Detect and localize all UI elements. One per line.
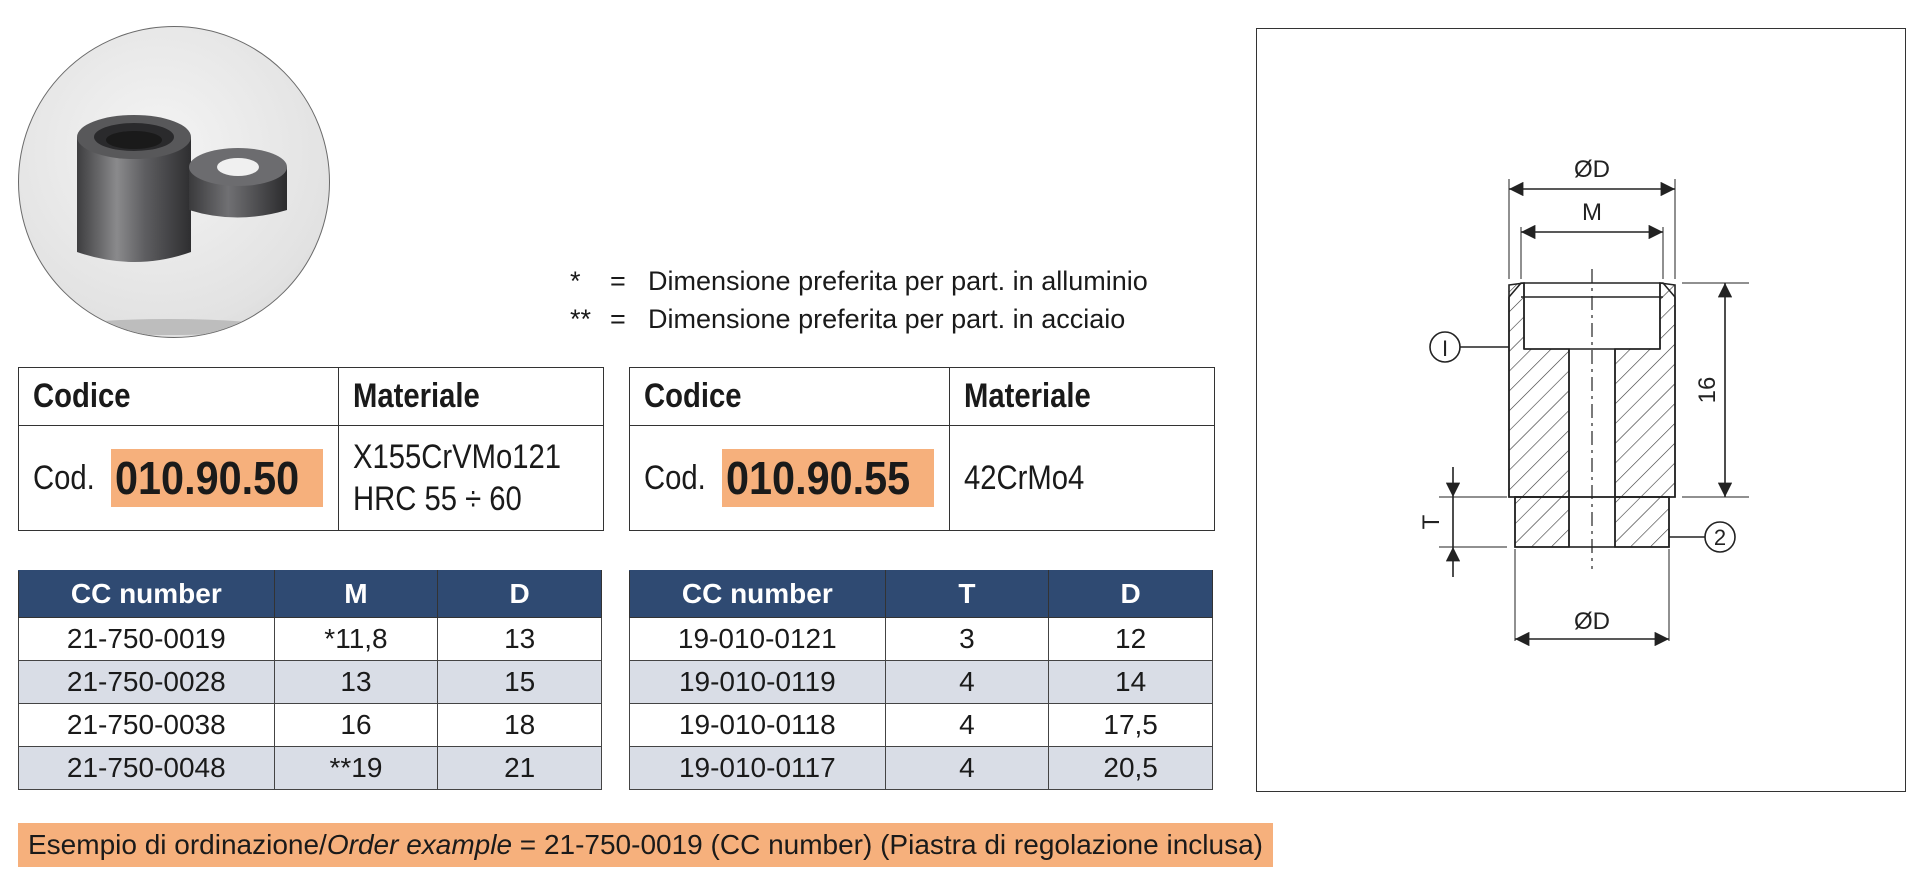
table-cell: 16	[274, 704, 438, 747]
material-cell	[339, 426, 603, 530]
table-cell: 13	[438, 618, 602, 661]
technical-drawing	[1256, 28, 1906, 792]
code-cell	[19, 426, 339, 530]
bottom-diameter-label: ØD	[1574, 608, 1610, 635]
table-cell: 21-750-0019	[19, 618, 275, 661]
table-row	[19, 747, 602, 790]
column-header: M	[274, 571, 438, 618]
table-cell: 19-010-0119	[630, 661, 886, 704]
table-cell: 21-750-0028	[19, 661, 275, 704]
table-cell: **19	[274, 747, 438, 790]
table-cell: 12	[1049, 618, 1213, 661]
table-cell: 4	[885, 661, 1049, 704]
legend-row	[570, 262, 1148, 300]
table-row	[630, 747, 1213, 790]
cc-table-1	[18, 570, 602, 790]
legend-row	[570, 300, 1148, 338]
t-dimension-label: T	[1418, 514, 1445, 530]
cod-prefix: Cod.	[644, 458, 706, 497]
code-number: 010.90.50	[111, 449, 324, 507]
code-box-1	[18, 367, 604, 531]
height-dimension-label: 16	[1694, 376, 1721, 404]
code-cell	[630, 426, 950, 530]
table-cell: 4	[885, 747, 1049, 790]
code-box-2	[629, 367, 1215, 531]
table-row	[19, 661, 602, 704]
column-header: CC number	[19, 571, 275, 618]
table-cell: 4	[885, 704, 1049, 747]
table-cell: 21-750-0038	[19, 704, 275, 747]
table-cell: 19-010-0121	[630, 618, 886, 661]
table-cell: 19-010-0118	[630, 704, 886, 747]
product-photo	[18, 26, 330, 338]
material-header: Materiale	[339, 368, 603, 426]
order-example	[18, 823, 1273, 867]
table-row	[19, 618, 602, 661]
table-cell: 20,5	[1049, 747, 1213, 790]
code-number: 010.90.55	[722, 449, 935, 507]
table-row	[630, 661, 1213, 704]
table-header-row	[19, 571, 602, 618]
order-suffix: = 21-750-0019 (CC number) (Piastra di regolazione inclusa)	[512, 829, 1263, 860]
material-line: HRC 55 ÷ 60	[353, 480, 522, 518]
cc-table-2	[629, 570, 1213, 790]
table-header-row	[630, 571, 1213, 618]
table-cell: 14	[1049, 661, 1213, 704]
material-line: 42CrMo4	[964, 459, 1085, 497]
table-row	[19, 704, 602, 747]
table-cell: 13	[274, 661, 438, 704]
m-dimension-label: M	[1582, 199, 1602, 226]
column-header: CC number	[630, 571, 886, 618]
material-cell	[950, 426, 1214, 530]
table-cell: 21-750-0048	[19, 747, 275, 790]
table-row	[630, 618, 1213, 661]
legend-text: Dimensione preferita per part. in alluminio	[648, 266, 1148, 296]
material-line: X155CrVMo121	[353, 438, 562, 476]
code-header: Codice	[19, 368, 339, 426]
order-italic: Order example	[326, 829, 513, 860]
column-header: T	[885, 571, 1049, 618]
legend-symbol: **	[570, 304, 592, 334]
material-header: Materiale	[950, 368, 1214, 426]
marker-1-label: I	[1441, 336, 1449, 361]
legend-text: Dimensione preferita per part. in acciaio	[648, 304, 1126, 334]
code-header: Codice	[630, 368, 950, 426]
column-header: D	[438, 571, 602, 618]
marker-2-label: 2	[1713, 525, 1727, 550]
table-cell: 3	[885, 618, 1049, 661]
top-diameter-label: ØD	[1574, 156, 1610, 183]
legend-symbol: *	[570, 266, 581, 296]
table-cell: 19-010-0117	[630, 747, 886, 790]
column-header: D	[1049, 571, 1213, 618]
order-prefix: Esempio di ordinazione/	[28, 829, 327, 860]
table-row	[630, 704, 1213, 747]
legend	[570, 262, 1148, 338]
table-cell: 17,5	[1049, 704, 1213, 747]
table-cell: 21	[438, 747, 602, 790]
cod-prefix: Cod.	[33, 458, 95, 497]
table-cell: 18	[438, 704, 602, 747]
table-cell: *11,8	[274, 618, 438, 661]
table-cell: 15	[438, 661, 602, 704]
legend-equals: =	[610, 304, 626, 334]
legend-equals: =	[610, 266, 626, 296]
